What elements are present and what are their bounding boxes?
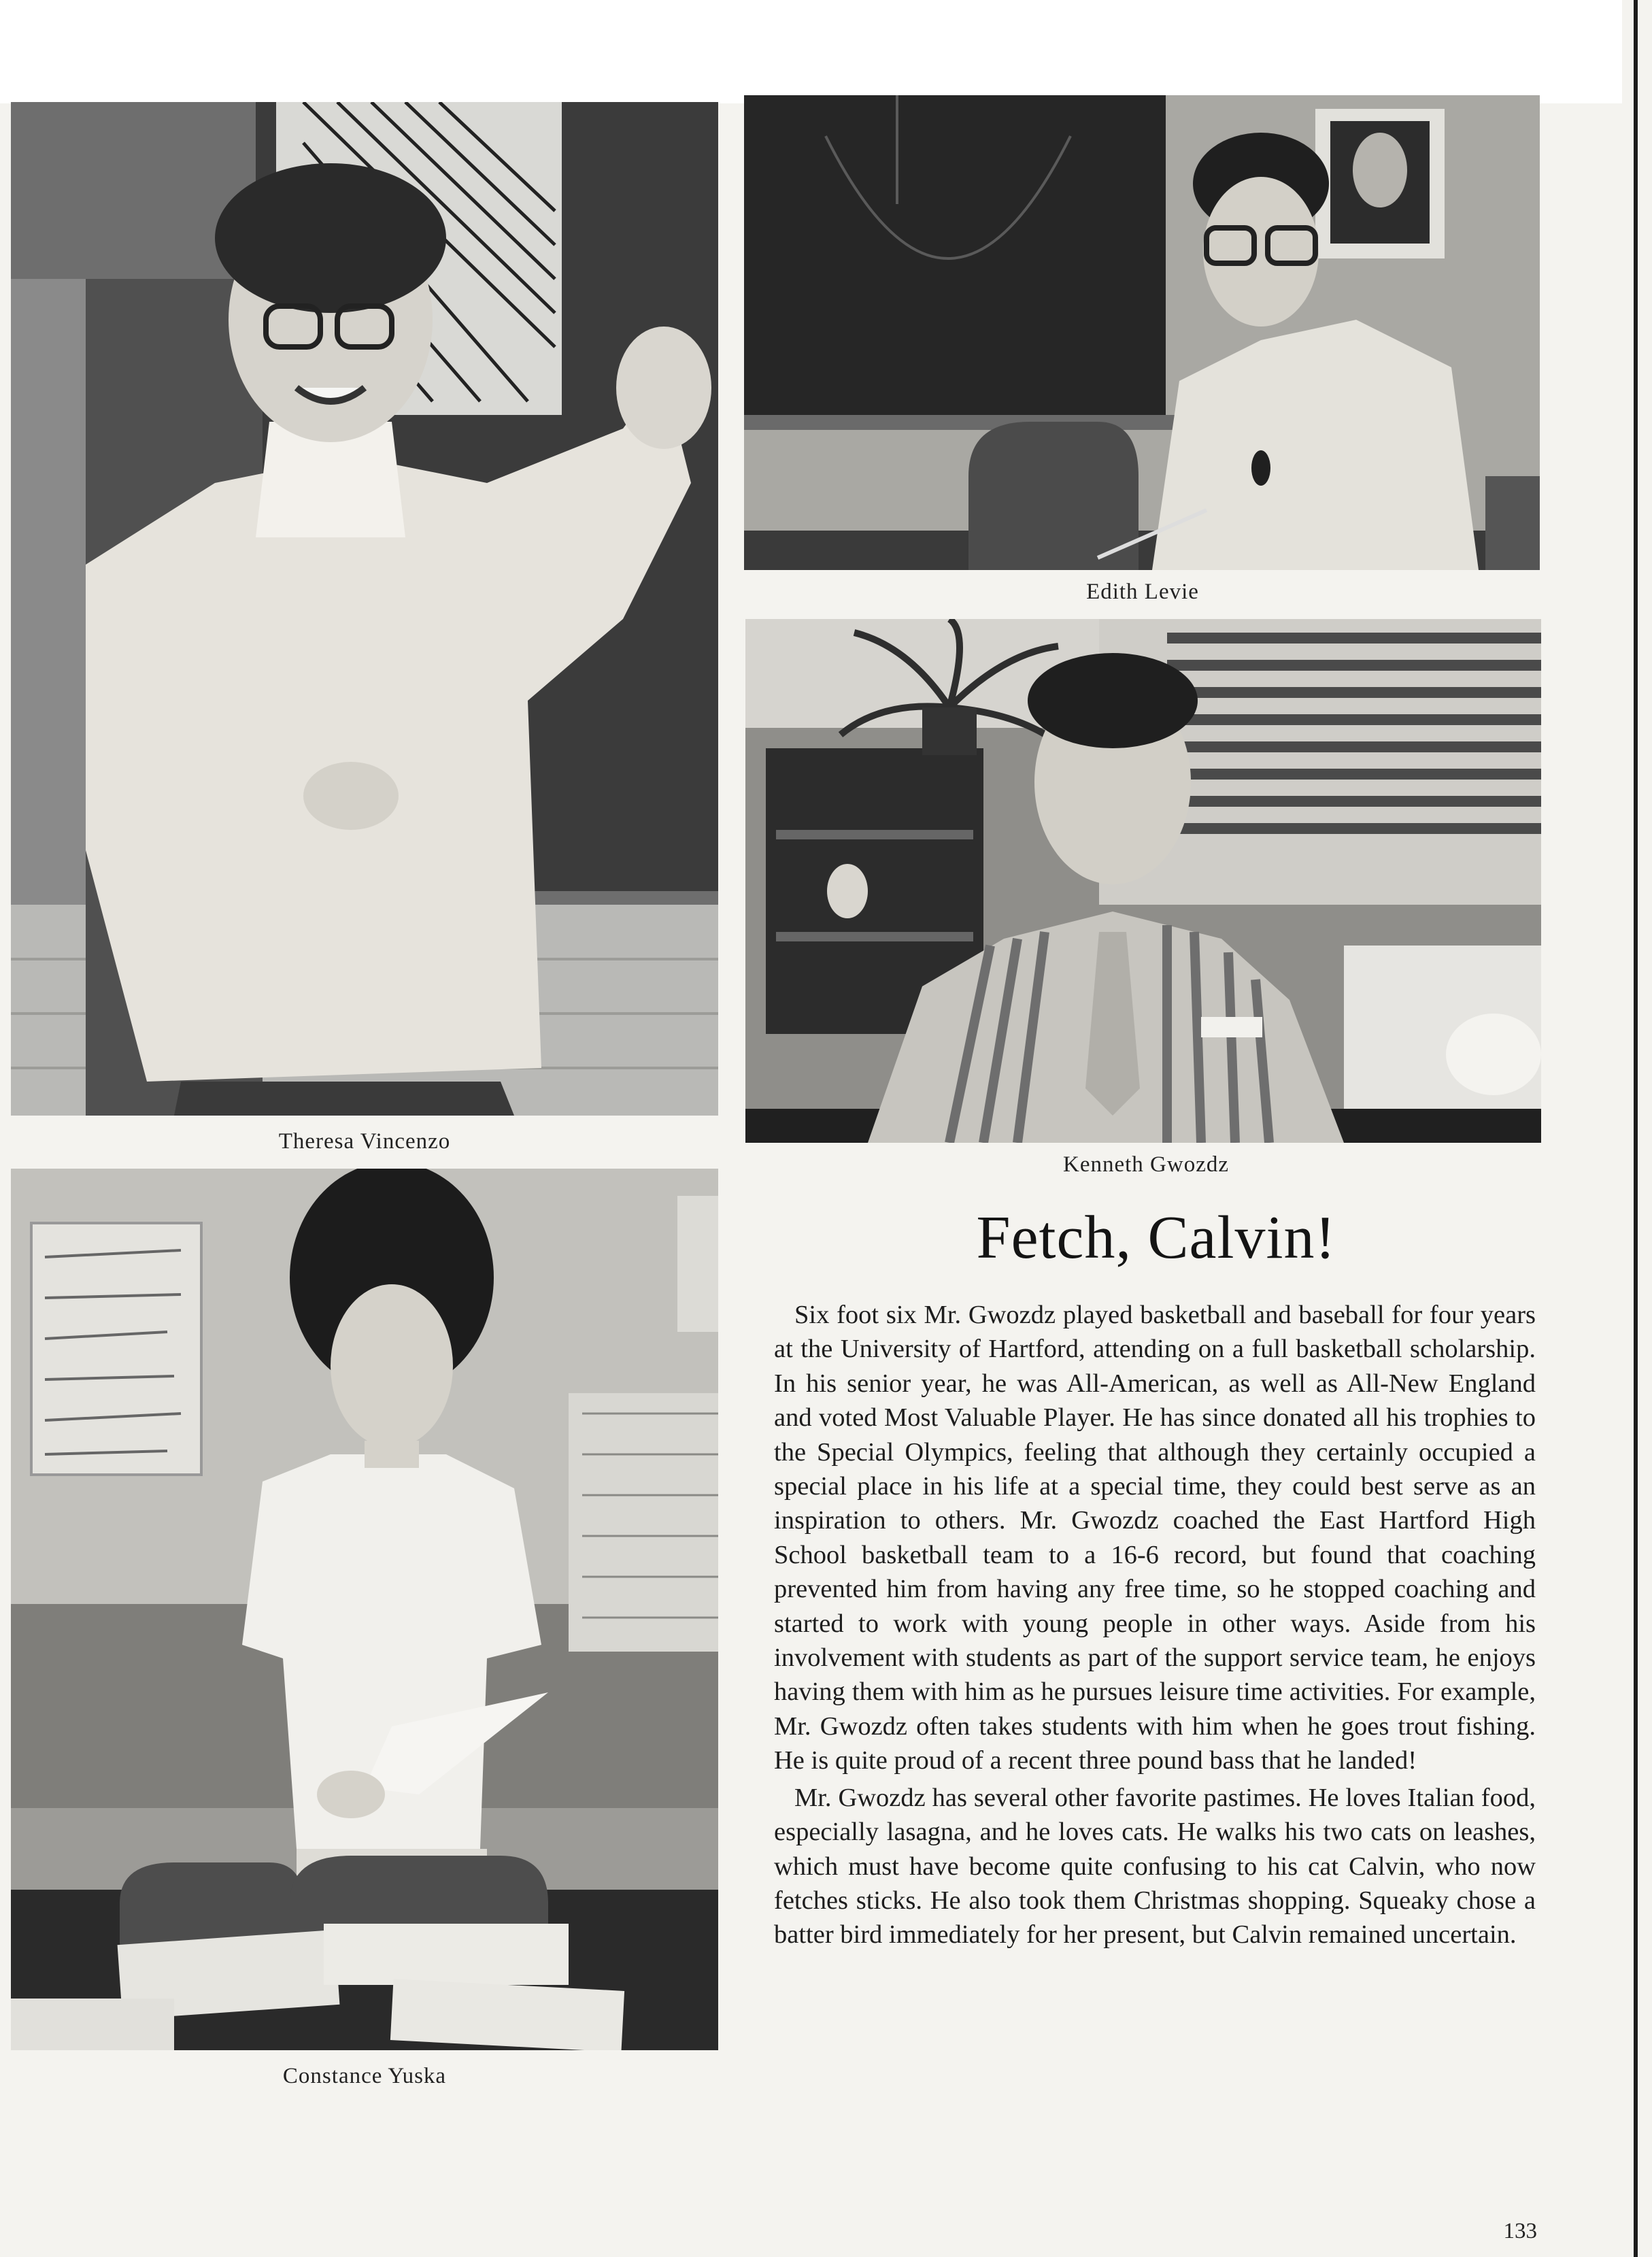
header-band [0, 0, 1622, 103]
photo-constance-yuska [11, 1169, 718, 2050]
article-headline: Fetch, Calvin! [976, 1204, 1336, 1271]
caption-edith-levie: Edith Levie [1086, 580, 1199, 604]
photo-kenneth-gwozdz [745, 619, 1541, 1143]
caption-kenneth-gwozdz: Kenneth Gwozdz [1062, 1152, 1229, 1177]
caption-theresa-vincenzo: Theresa Vincenzo [278, 1129, 451, 1154]
caption-constance-yuska: Constance Yuska [282, 2064, 447, 2088]
article-paragraph-1: Six foot six Mr. Gwozdz played basketball and baseball for four years at the University of Hartford, attending on a full basketball scholarship. In his senior year, he was All-American, as well as All-New England and voted Most Valuable Player. He has since donated all his trophies to the Special Olympics, feeling that although they certainly occupied a special place in his life at a special time, they could best serve as an inspiration to others. Mr. Gwozdz coached the East Hartford High School basketball team to a 16-6 record, but found that coaching prevented him from having any free time, so he stopped coaching and started to work with young people in other ways. Aside from his involvement with students as part of the support service team, he enjoys having them with him as he pursues leisure time activities. For example, Mr. Gwozdz often takes students with him when he goes trout fishing. He is quite proud of a recent three pound bass that he landed! [774, 1301, 1536, 1775]
photo-edith-levie [744, 95, 1540, 570]
article-body [774, 1298, 1536, 1952]
photo-theresa-vincenzo [11, 102, 718, 1116]
page-edge-rule [1634, 0, 1638, 2257]
article-paragraph-2: Mr. Gwozdz has several other favorite pastimes. He loves Italian food, especially lasagna, and he loves cats. He walks his two cats on leashes, which must have become quite confusing to his cat Calvin, who now fetches sticks. He also took them Christmas shopping. Squeaky chose a batter bird immediately for her present, but Calvin remained uncertain. [774, 1783, 1536, 1950]
page-number: 133 [1503, 2219, 1537, 2243]
